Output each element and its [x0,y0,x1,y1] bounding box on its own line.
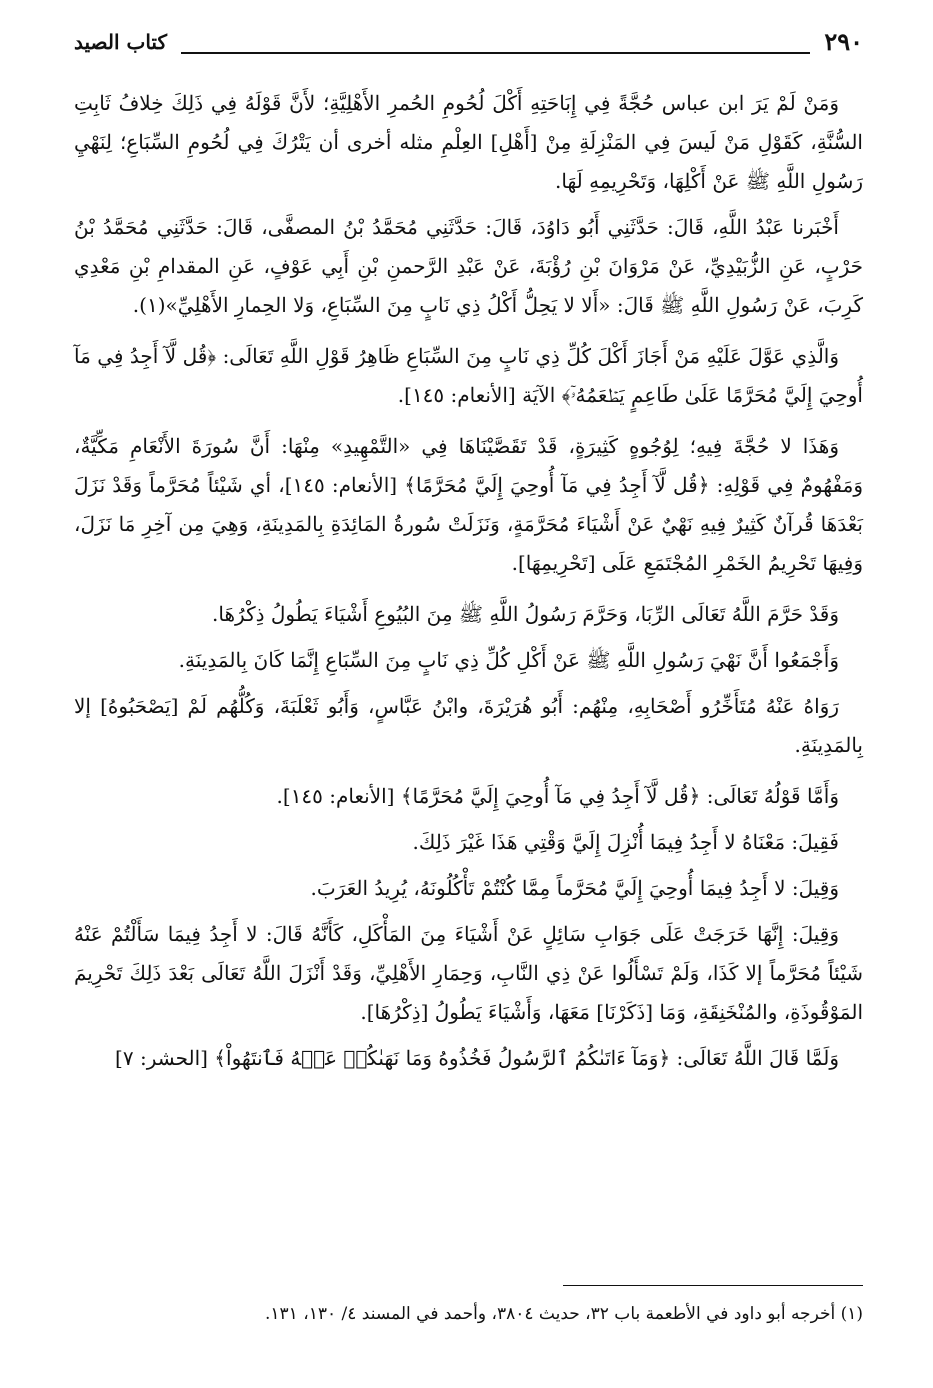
page-number: ٢٩٠ [824,27,863,56]
paragraph: وَقَدْ حَرَّمَ اللَّهُ تَعَالَى الرِّبَا، وَحَرَّمَ رَسُولُ اللَّهِ ﷺ مِنَ البُيُوعِ أَشْيَاءَ يَطُولُ ذِكْرُهَا. [212,602,839,626]
paragraph: وَالَّذِي عَوَّلَ عَلَيْهِ مَنْ أَجَازَ أَكْلَ كُلِّ ذِي نَابٍ مِنَ السِّبَاعِ ظَاهِرُ قَوْلِ اللَّهِ تَعَالَى: ﴿قُل لَّآ أَجِدُ فِي مَآ أُوحِيَ إِلَيَّ مُحَرَّمًا عَلَىٰ طَاعِمٍ يَطۡعَمُهُۥٓ﴾ الآيَة [الأنعام: ١٤٥]. [74,344,863,407]
header-rule [181,52,810,54]
paragraph: وَلَمَّا قَالَ اللَّهُ تَعَالَى: ﴿وَمَآ ءَاتَىٰكُمُ ٱلرَّسُولُ فَخُذُوهُ وَمَا نَهَىٰكُمۡ عَنۡهُ فَٱنتَهُواْ﴾ [الحشر: ٧] [115,1046,839,1070]
book-title: كتاب الصيد [74,30,167,54]
paragraph: وَهَذَا لا حُجَّةَ فِيهِ؛ لِوُجُوهٍ كَثِيرَةٍ، قَدْ تَقَصَّيْنَاهَا فِي «التَّمْهِيدِ» مِنْهَا: أَنَّ سُورَةَ الأَنْعَامِ مَكِّيَّةٌ، وَمَفْهُومٌ فِي قَوْلِهِ: ﴿قُل لَّآ أَجِدُ فِي مَآ أُوحِيَ إِلَيَّ مُحَرَّمًا﴾ [الأنعام: ١٤٥]، أي شَيْئاً مُحَرَّماً وَقَدْ نَزَلَ بَعْدَهَا قُرآنٌ كَثِيرٌ فِيهِ نَهْيٌ عَنْ أَشْيَاءَ مُحَرَّمَةٍ، وَنَزَلَتْ سُورةُ المَائِدَةِ بِالمَدِينَةِ، وَهِيَ مِن آخِرِ مَا نَزَلَ، وَفِيهَا تَحْرِيمُ الخَمْرِ المُجْتَمَعِ عَلَى [تَحْرِيمِهَا]. [74,434,864,575]
paragraph: أَخْبَرنا عَبْدُ اللَّهِ، قَالَ: حَدَّثَنِي أَبُو دَاوُدَ، قَالَ: حَدَّثَنِي مُحَمَّدُ بْنُ المصفَّى، قَالَ: حَدَّثَنِي مُحَمَّدُ بْنُ حَرْبٍ، عَنِ الزُّبَيْدِيِّ، عَنْ مَرْوَانَ بْنِ رُؤْبَةَ، عَنْ عَبْدِ الرَّحمنِ بْنِ أَبِي عَوْفٍ، عَنِ المقدامِ بْنِ مَعْدِي كَرِبَ، عَنْ رَسُولِ اللَّهِ ﷺ قَالَ: «أَلا لا يَحِلُّ أَكْلُ ذِي نَابٍ مِنَ السِّبَاعِ، وَلا الحِمارِ الأَهْلِيِّ»(١). [74,215,863,317]
paragraph: فَقِيلَ: مَعْنَاهُ لا أَجِدُ فِيمَا أُنْزِلَ إِلَيَّ وَقْتِي هَذَا غَيْرَ ذَلِكَ. [412,830,839,854]
paragraph: وَقِيلَ: لا أَجِدُ فِيمَا أُوحِيَ إِلَيَّ مُحَرَّماً مِمَّا كُنْتُمْ تَأْكُلُونَهُ، يُرِيدُ العَرَبَ. [310,876,839,900]
footnote: (١) أخرجه أبو داود في الأطعمة باب ٣٢، حديث ٣٨٠٤، وأحمد في المسند ٤/ ١٣٠، ١٣١. [265,1304,863,1324]
paragraph: وَمَنْ لَمْ يَرَ ابن عباس حُجَّةً فِي إِبَاحَتِهِ أَكْلَ لُحُومِ الحُمرِ الأَهْلِيَّةِ؛ لأَنَّ قَوْلَهُ فِي ذَلِكَ خِلافُ ثَابِتِ السُّنَّةِ، كَقَوْلِ مَنْ لَيسَ فِي المَنْزِلَةِ مِنْ [أَهْلِ] العِلْمِ مثله أخرى أن يَتْرُكَ فِي لُحُومِ السِّبَاعِ؛ لِنَهْيِ رَسُولِ اللَّهِ ﷺ عَنْ أَكْلِهَا، وَتَحْرِيمِهِ لَهَا. [74,91,863,193]
footnote-rule [563,1285,863,1286]
running-header [74,22,863,62]
paragraph: وَقِيلَ: إِنَّهَا خَرَجَتْ عَلَى جَوَابِ سَائِلٍ عَنْ أَشْيَاءَ مِنَ المَأْكَلِ، كَأَنَّهُ قَالَ: لا أَجِدُ فِيمَا سَأَلْتُمْ عَنْهُ شَيْئاً مُحَرَّماً إلا كَذَا، وَلَمْ تَسْأَلُوا عَنْ ذِي النَّابِ، وَحِمَارِ الأَهْلِيِّ، وَقَدْ أَنْزَلَ اللَّهُ تَعَالَى بَعْدَ ذَلِكَ تَحْرِيمَ المَوْقُوذَةِ، والمُنْخَنِقَةِ، وَمَا [ذَكَرْنَا] مَعَهَا، وَأَشْيَاءَ يَطُولُ [ذِكْرُهَا]. [74,922,863,1024]
paragraph: وَأَجْمَعُوا أَنَّ نَهْيَ رَسُولِ اللَّهِ ﷺ عَنْ أَكْلِ كُلِّ ذِي نَابٍ مِنَ السِّبَاعِ إِنَّمَا كَانَ بِالمَدِينَةِ. [178,648,839,672]
paragraph: رَوَاهُ عَنْهُ مُتَأَخِّرُو أَصْحَابِهِ، مِنْهُم: أَبُو هُرَيْرَةَ، وابْنُ عَبَّاسٍ، وَأَبُو ثَعْلَبَةَ، وَكُلُّهُم لَمْ [يَصْحَبُوهُ] إلا بِالمَدِينَةِ. [74,694,863,757]
main-text [74,84,863,1085]
paragraph: وَأَمَّا قَوْلُهُ تَعَالَى: ﴿قُل لَّآ أَجِدُ فِي مَآ أُوحِيَ إِلَيَّ مُحَرَّمًا﴾ [الأنعام: ١٤٥]. [276,784,839,808]
